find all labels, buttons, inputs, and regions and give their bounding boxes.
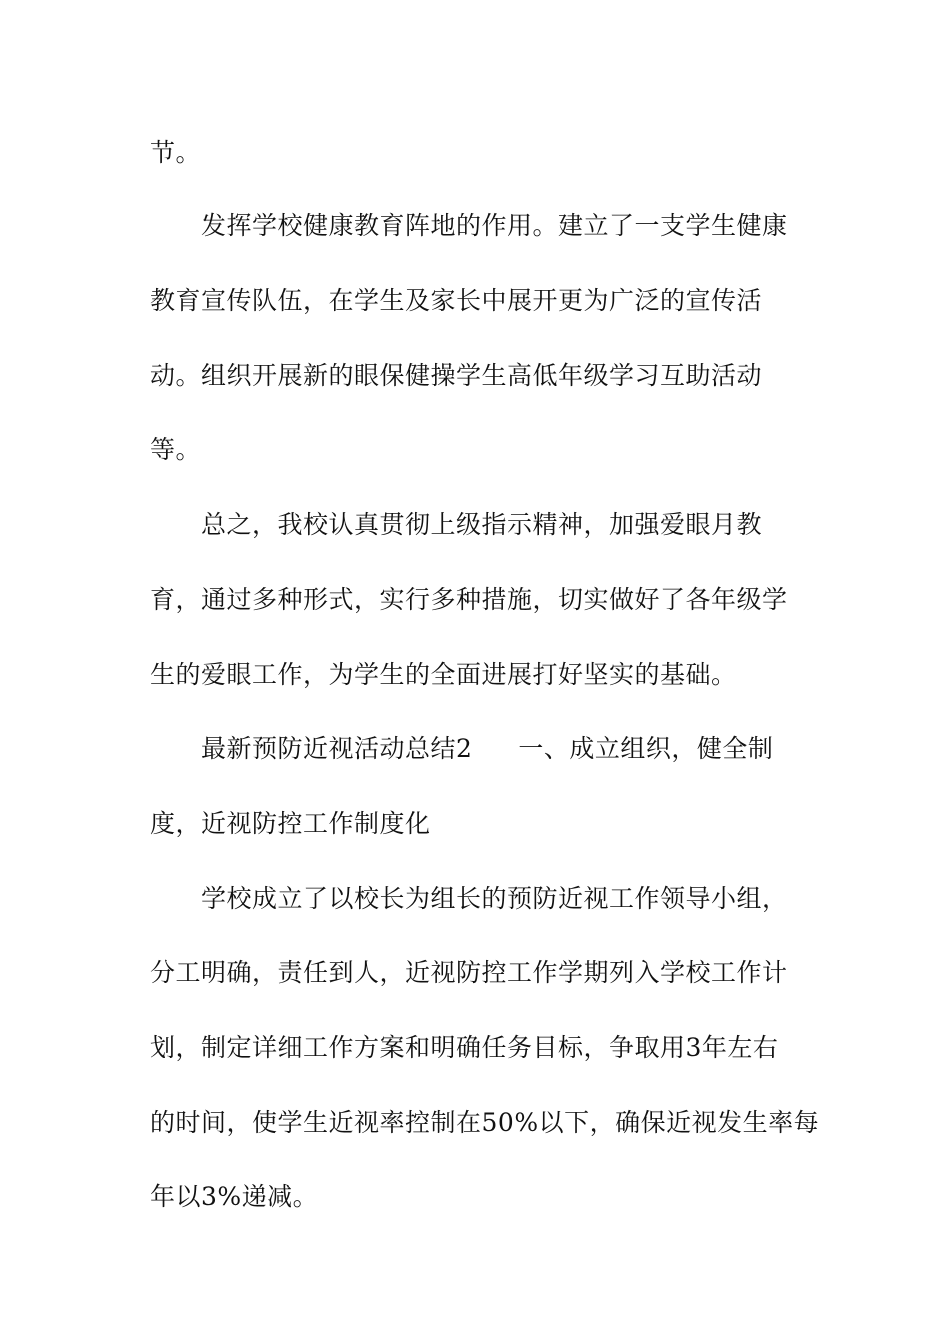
text-line: 等。 bbox=[150, 435, 202, 464]
text-line: 动。组织开展新的眼保健操学生高低年级学习互助活动 bbox=[150, 361, 763, 390]
heading-line bbox=[201, 733, 773, 765]
text-line: 年以3%递减。 bbox=[150, 1182, 319, 1211]
text-line: 总之，我校认真贯彻上级指示精神，加强爱眼月教 bbox=[201, 510, 763, 539]
text-line: 育，通过多种形式，实行多种措施，切实做好了各年级学 bbox=[150, 585, 788, 614]
text-line: 节。 bbox=[150, 138, 202, 167]
text-line: 发挥学校健康教育阵地的作用。建立了一支学生健康 bbox=[201, 211, 788, 240]
text-line: 度，近视防控工作制度化 bbox=[150, 809, 431, 838]
subsection-title: 一、成立组织，健全制 bbox=[518, 734, 774, 763]
text-line: 的时间，使学生近视率控制在50%以下，确保近视发生率每 bbox=[150, 1108, 820, 1137]
text-line: 划，制定详细工作方案和明确任务目标，争取用3年左右 bbox=[150, 1033, 779, 1062]
text-line: 分工明确，责任到人，近视防控工作学期列入学校工作计 bbox=[150, 958, 788, 987]
section-title: 最新预防近视活动总结2 bbox=[201, 734, 473, 763]
text-line: 生的爱眼工作，为学生的全面进展打好坚实的基础。 bbox=[150, 660, 737, 689]
text-line: 教育宣传队伍，在学生及家长中展开更为广泛的宣传活 bbox=[150, 286, 763, 315]
text-line: 学校成立了以校长为组长的预防近视工作领导小组， bbox=[201, 884, 788, 913]
